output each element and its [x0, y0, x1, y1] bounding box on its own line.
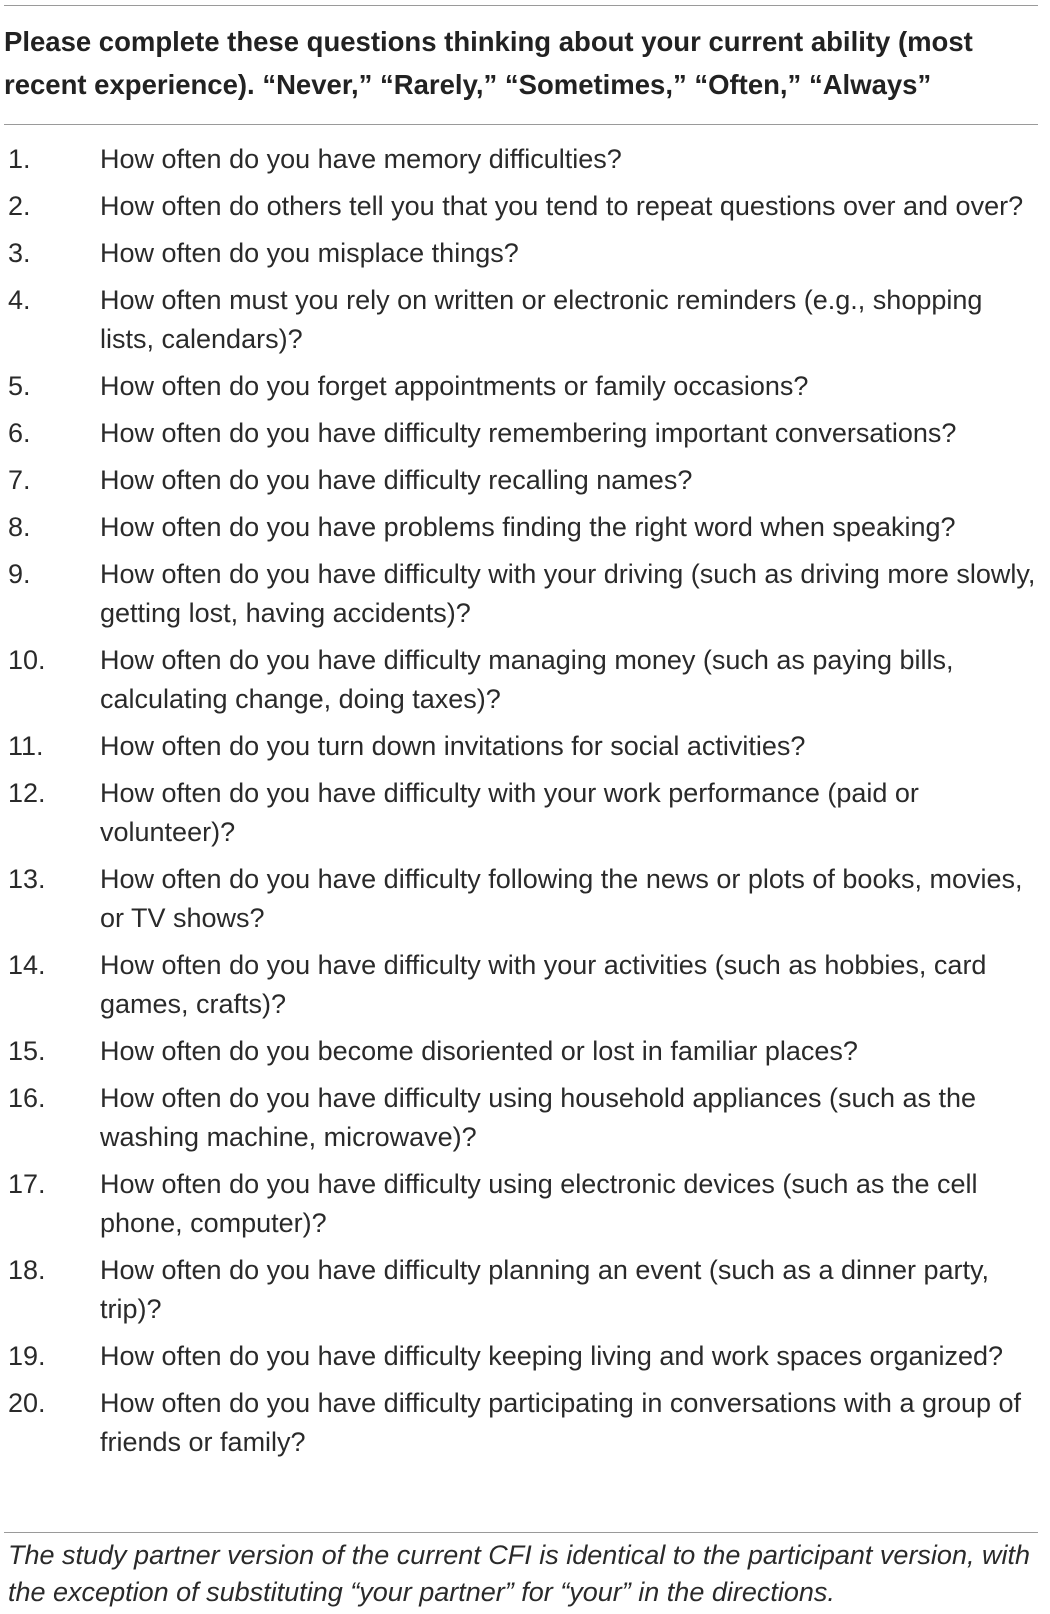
question-number: 4.	[8, 285, 31, 315]
question-text: How often do you have difficulty following the news or plots of books, movies, or TV shows?	[100, 864, 1023, 933]
question-item	[0, 774, 1050, 852]
question-number: 7.	[8, 465, 31, 495]
question-text: How often do you become disoriented or lost in familiar places?	[100, 1036, 858, 1066]
question-item	[0, 1384, 1050, 1462]
question-number: 12.	[8, 778, 46, 808]
question-number: 10.	[8, 645, 46, 675]
question-number: 17.	[8, 1169, 46, 1199]
table-header-instructions: Please complete these questions thinking about your current ability (most recent experience). “Never,” “Rarely,” “Sometimes,” “Often,” “Always”	[4, 26, 973, 100]
question-number: 2.	[8, 191, 31, 221]
question-number: 11.	[8, 731, 44, 761]
question-item	[0, 234, 1050, 273]
question-number: 1.	[8, 144, 31, 174]
header-divider	[4, 124, 1038, 125]
question-item	[0, 414, 1050, 453]
question-item	[0, 946, 1050, 1024]
question-text: How often do you have difficulty keeping living and work spaces organized?	[100, 1341, 1004, 1371]
question-list	[0, 140, 1050, 1470]
question-text: How often must you rely on written or electronic reminders (e.g., shopping lists, calendars)?	[100, 285, 983, 354]
question-item	[0, 555, 1050, 633]
question-text: How often do you have difficulty managing money (such as paying bills, calculating change, doing taxes)?	[100, 645, 954, 714]
question-text: How often do you turn down invitations for social activities?	[100, 731, 806, 761]
question-number: 5.	[8, 371, 31, 401]
footer-divider	[4, 1532, 1038, 1533]
question-item	[0, 727, 1050, 766]
question-text: How often do you have problems finding the right word when speaking?	[100, 512, 956, 542]
question-text: How often do you have difficulty remembering important conversations?	[100, 418, 957, 448]
question-item	[0, 641, 1050, 719]
question-item	[0, 1337, 1050, 1376]
question-text: How often do you have difficulty recalling names?	[100, 465, 693, 495]
question-number: 8.	[8, 512, 31, 542]
question-number: 14.	[8, 950, 46, 980]
question-number: 19.	[8, 1341, 46, 1371]
question-item	[0, 461, 1050, 500]
question-text: How often do others tell you that you tend to repeat questions over and over?	[100, 191, 1024, 221]
question-number: 6.	[8, 418, 31, 448]
question-number: 15.	[8, 1036, 46, 1066]
question-number: 13.	[8, 864, 46, 894]
question-text: How often do you forget appointments or family occasions?	[100, 371, 809, 401]
question-text: How often do you have difficulty planning an event (such as a dinner party, trip)?	[100, 1255, 990, 1324]
question-number: 3.	[8, 238, 31, 268]
question-item	[0, 367, 1050, 406]
top-divider	[4, 5, 1038, 6]
question-item	[0, 187, 1050, 226]
table-footnote: The study partner version of the current CFI is identical to the participant version, with the exception of substituting “your partner” for “your” in the directions.	[8, 1540, 1030, 1607]
question-text: How often do you have difficulty with your driving (such as driving more slowly, getting lost, having accidents)?	[100, 559, 1036, 628]
question-item	[0, 1251, 1050, 1329]
question-item	[0, 1165, 1050, 1243]
question-number: 16.	[8, 1083, 46, 1113]
question-item	[0, 140, 1050, 179]
question-number: 20.	[8, 1388, 46, 1418]
question-text: How often do you have difficulty with your work performance (paid or volunteer)?	[100, 778, 919, 847]
question-text: How often do you have memory difficulties?	[100, 144, 622, 174]
question-item	[0, 1032, 1050, 1071]
question-text: How often do you have difficulty using household appliances (such as the washing machine, microwave)?	[100, 1083, 977, 1152]
question-number: 9.	[8, 559, 31, 589]
question-text: How often do you misplace things?	[100, 238, 519, 268]
question-item	[0, 508, 1050, 547]
question-item	[0, 1079, 1050, 1157]
question-text: How often do you have difficulty using electronic devices (such as the cell phone, computer)?	[100, 1169, 978, 1238]
question-number: 18.	[8, 1255, 46, 1285]
question-text: How often do you have difficulty participating in conversations with a group of friends or family?	[100, 1388, 1022, 1457]
question-text: How often do you have difficulty with your activities (such as hobbies, card games, crafts)?	[100, 950, 987, 1019]
question-item	[0, 281, 1050, 359]
question-item	[0, 860, 1050, 938]
